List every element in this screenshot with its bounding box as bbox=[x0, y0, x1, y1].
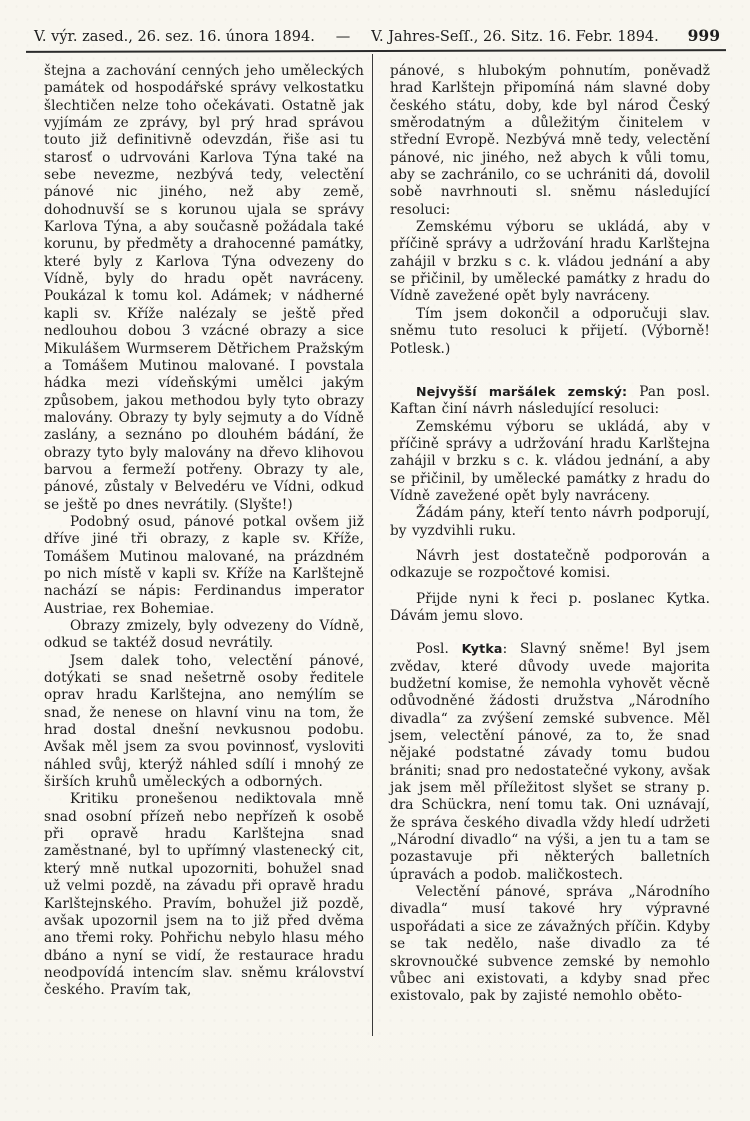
running-title-german: V. Jahres-Seſſ., 26. Sitz. 16. Febr. 1894. bbox=[371, 29, 659, 45]
paragraph bbox=[44, 514, 364, 618]
right-column bbox=[390, 63, 710, 1006]
running-title-czech: V. výr. zased., 26. sez. 16. února 1894. bbox=[34, 29, 315, 45]
paragraph bbox=[390, 884, 710, 1005]
paragraph-text: štejna a zachování cenných jeho uměleckých památek od hospodářské správy velkostatku šlechtičen nelze toho očekávati. Ostatně jak vyjímám ze zprávy, byl prý hrad správou touto již definitivně odevzdán, řiše asi tu starosť o udrvováni Karlova Týna také na sebe nevezme, nezbývá tedy, velectění pánové nic jiného, než aby země, dohodnuvší se s korunou ujala se správy Karlova Týna, a aby současně požádala také korunu, by předměty a drahocenné památky, které byly z Karlova Týna odvezeny do Vídně, byly do hradu opět navráceny. Poukázal k tomu kol. Adámek; v nádherné kapli sv. Kříže nalézaly se ještě před nedlouhou dobou 3 vzácné obrazy a sice Mikulášem Wurmserem Dětřichem Pražským a Tomášem Mutinou malované. I povstala hádka mezi vídeňskými umělci jakým způsobem, jakou methodou byly tyto obrazy malovány. Obrazy ty byly sejmuty a do Vídně zaslány, a seznáno po dlouhém bádání, že obrazy tyto byly malovány na dřevo klihovou barvou a fermeží potřeny. Obrazy ty ale, pánové, zůstaly v Belvedéru ve Vídni, odkud se ještě po dnes nevrátily. (Slyšte!) bbox=[44, 63, 364, 513]
page-number: 999 bbox=[687, 26, 720, 45]
speaker-name: Kytka bbox=[461, 641, 503, 657]
paragraph bbox=[390, 219, 710, 306]
paragraph-text: Kritiku pronešenou nediktovala mně snad osobní přízeň nebo nepřízeň k osobě při opravě hradu Karlštejna snad zaměstnané, byl to upřímný vlastenecký cit, který mně nutkal upozorniti, bohužel snad už velmi pozdě, na závadu při opravě hradu Karlštejnského. Pravím, bohužel již pozdě, avšak upozornil jsem na to již před dvěma ano třemi roky. Pohřichu nebylo hlasu mého dbáno a nyní se vidí, že restaurace hradu neodpovídá intencím slav. sněmu království českého. Pravím tak, bbox=[44, 791, 364, 999]
paragraph-text: : Slavný sněme! Byl jsem zvědav, které důvody uvede majorita budžetní komise, že nemohla vyhovět věcně odůvodněné žádosti družstva „Národního divadla“ za zvýšení zemské subvence. Měl jsem, velectění pánové, za to, že snad nějaké podstatné závady tomu budou brániti; snad pro nedostatečné vykony, avšak jak jsem měl příležitost slyšet se strany p. dra Schückra, není tomu tak. Oni uznávají, že správa českého divadla vždy hledí udržeti „Národní divadlo“ na výši, a jen tu a tam se pozastavuje při některých balletních úpravách a podob. maličkostech. bbox=[390, 641, 710, 883]
text-block bbox=[0, 52, 750, 1006]
left-column bbox=[44, 63, 364, 1006]
paragraph-text: Velectění pánové, správa „Národního divadla“ musí takové hry výpravné uspořádati a sice ze závažných příčin. Kdyby se tak nedělo, naše divadlo za té skrovnoučké subvence zemské by nemohlo vůbec ani existovati, a kdyby snad přec existovalo, pak by zajisté nemohlo oběto- bbox=[390, 884, 710, 1005]
paragraph bbox=[390, 383, 710, 419]
paragraph bbox=[390, 63, 710, 219]
paragraph-text: Přijde nyni k řeci p. poslanec Kytka. Dávám jemu slovo. bbox=[390, 590, 710, 624]
paragraph-text: Zemskému výboru se ukládá, aby v příčině správy a udržování hradu Karlštejna zahájil v brzku s c. k. vládou jednání, a aby se přičinil, by umělecké památky z hradu do Vídně zavežené opět byly navráceny. bbox=[390, 418, 710, 504]
paragraph bbox=[390, 306, 710, 358]
paragraph bbox=[390, 640, 710, 884]
paragraph-text: Žádám pány, kteří tento návrh podporují, by vyzdvihli ruku. bbox=[390, 505, 710, 539]
paragraph-text: Jsem dalek toho, velectění pánové, dotýkati se snad nešetrně osoby ředitele oprav hradu Karlštejna, ano nemýlím se snad, že nenese on hlavní vinu na tom, že hrad dostal dnešní nevkusnou podobu. Avšak měl jsem za svou povinnosť, vysloviti náhled svůj, kterýž náhled sdílí i mnohý ze širších kruhů uměleckých a odborných. bbox=[44, 652, 364, 791]
paragraph-text: Podobný osud, pánové potkal ovšem již dříve jiné tři obrazy, z kaple sv. Kříže, Tomášem Mutinou malované, na prázdném po nich místě v kapli sv. Kříže na Karlštejně nachází se nápis: Ferdinandus imperator Austriae, rex Bohemiae. bbox=[44, 513, 364, 617]
paragraph-text: Posl. bbox=[416, 641, 462, 658]
paragraph bbox=[44, 63, 364, 514]
paragraph bbox=[44, 618, 364, 653]
paragraph bbox=[390, 591, 710, 626]
paragraph bbox=[390, 419, 710, 506]
paragraph bbox=[44, 791, 364, 999]
paragraph-text: Návrh jest dostatečně podporován a odkazuje se rozpočtové komisi. bbox=[390, 547, 710, 582]
paragraph bbox=[390, 505, 710, 540]
page-header bbox=[0, 0, 750, 50]
column-divider-rule bbox=[372, 54, 373, 1036]
header-dash: — bbox=[335, 29, 351, 45]
paragraph-text: Pan posl. Kaftan činí návrh následující resoluci: bbox=[390, 383, 710, 418]
paragraph bbox=[390, 548, 710, 583]
paragraph-text: pánové, s hlubokým pohnutím, poněvadž hrad Karlštejn připomíná nám slavné doby českého státu, doby, kde byl národ Český směrodatným a důležitým činitelem v střední Evropě. Nezbývá mně tedy, velectění pánové, nic jiného, než abych k vůli tomu, aby se zachránilo, co se uchrániti dá, dovolil sobě navrhnouti sl. sněmu následující resoluci: bbox=[390, 63, 710, 218]
paragraph bbox=[44, 653, 364, 792]
paragraph-text: Tím jsem dokončil a odporučuji slav. sněmu tuto resoluci k přijetí. (Výborně! Potlesk.) bbox=[390, 305, 710, 357]
speaker-name: Nejvyšší maršálek zemský: bbox=[416, 383, 628, 399]
paragraph-text: Zemskému výboru se ukládá, aby v příčině správy a udržování hradu Karlštejna zahájil v brzku s c. k. vládou jednání a aby se přičinil, by umělecké památky z hradu do Vídně zavežené opět byly navráceny. bbox=[390, 219, 710, 305]
paragraph-text: Obrazy zmizely, byly odvezeny do Vídně, odkud se taktéž dosud nevrátily. bbox=[44, 618, 364, 652]
